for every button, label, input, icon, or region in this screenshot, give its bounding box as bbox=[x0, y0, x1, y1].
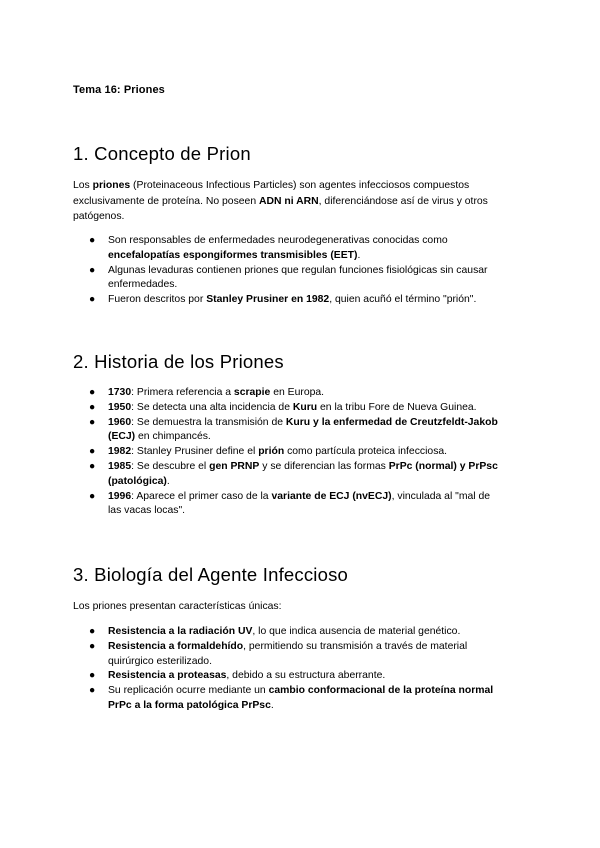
section-3-list bbox=[73, 625, 503, 714]
list-item: ● 1996: Aparece el primer caso de la variante de ECJ (nvECJ), vinculada al "mal de las vacas locas". bbox=[89, 490, 491, 517]
bullet-icon: ● bbox=[89, 401, 96, 413]
bullet-icon: ● bbox=[89, 685, 96, 697]
list-item: ● Resistencia a la radiación UV, lo que indica ausencia de material genético. bbox=[73, 625, 503, 640]
section-2-heading: 2. Historia de los Priones bbox=[73, 351, 284, 372]
list-item: ● 1950: Se detecta una alta incidencia de Kuru en la tribu Fore de Nueva Guinea. bbox=[73, 401, 503, 416]
section-1-heading: 1. Concepto de Prion bbox=[73, 143, 251, 164]
bullet-icon: ● bbox=[89, 460, 96, 472]
list-item: ● 1730: Primera referencia a scrapie en Europa. bbox=[73, 386, 503, 401]
list-item: ● 1985: Se descubre el gen PRNP y se diferencian las formas PrPc (normal) y PrPsc (patológica). bbox=[89, 460, 498, 487]
list-item: ● Son responsables de enfermedades neurodegenerativas conocidas como encefalopatías espongiformes transmisibles (EET). bbox=[89, 235, 448, 261]
section-3-heading: 3. Biología del Agente Infeccioso bbox=[73, 564, 349, 585]
bullet-icon: ● bbox=[89, 640, 96, 652]
list-item: ● 1982: Stanley Prusiner define el prión como partícula proteica infecciosa. bbox=[73, 445, 503, 460]
document-title: Tema 16: Priones bbox=[73, 84, 165, 96]
section-2-list bbox=[73, 386, 503, 519]
section-3-intro: Los priones presentan características únicas: bbox=[73, 601, 282, 612]
bullet-icon: ● bbox=[89, 416, 96, 428]
list-item: ● Resistencia a formaldehído, permitiendo su transmisión a través de material quirúrgico esterilizado. bbox=[89, 640, 468, 667]
bullet-icon: ● bbox=[89, 446, 96, 458]
list-item: ● 1960: Se demuestra la transmisión de Kuru y la enfermedad de Creutzfeldt-Jakob (ECJ) en chimpancés. bbox=[89, 416, 498, 443]
bullet-icon: ● bbox=[89, 294, 96, 306]
section-1-list bbox=[73, 234, 503, 308]
list-item: ● Su replicación ocurre mediante un cambio conformacional de la proteína normal PrPc a la forma patológica PrPsc. bbox=[89, 685, 494, 711]
bullet-icon: ● bbox=[89, 235, 96, 246]
list-item: ● Resistencia a proteasas, debido a su estructura aberrante. bbox=[73, 669, 503, 684]
list-item: ● Algunas levaduras contienen priones que regulan funciones fisiológicas sin causar enfermedades. bbox=[89, 264, 488, 291]
bullet-icon: ● bbox=[89, 490, 96, 502]
bullet-icon: ● bbox=[89, 670, 96, 682]
list-item: ● Fueron descritos por Stanley Prusiner en 1982, quien acuñó el término "prión". bbox=[73, 293, 503, 308]
bullet-icon: ● bbox=[89, 387, 96, 398]
bullet-icon: ● bbox=[89, 626, 96, 637]
bullet-icon: ● bbox=[89, 264, 96, 276]
section-1-intro: Los priones (Proteinaceous Infectious Particles) son agentes infecciosos compuestos exclusivamente de proteína. No poseen ADN ni ARN, diferenciándose así de virus y otros patógenos. bbox=[73, 180, 488, 223]
